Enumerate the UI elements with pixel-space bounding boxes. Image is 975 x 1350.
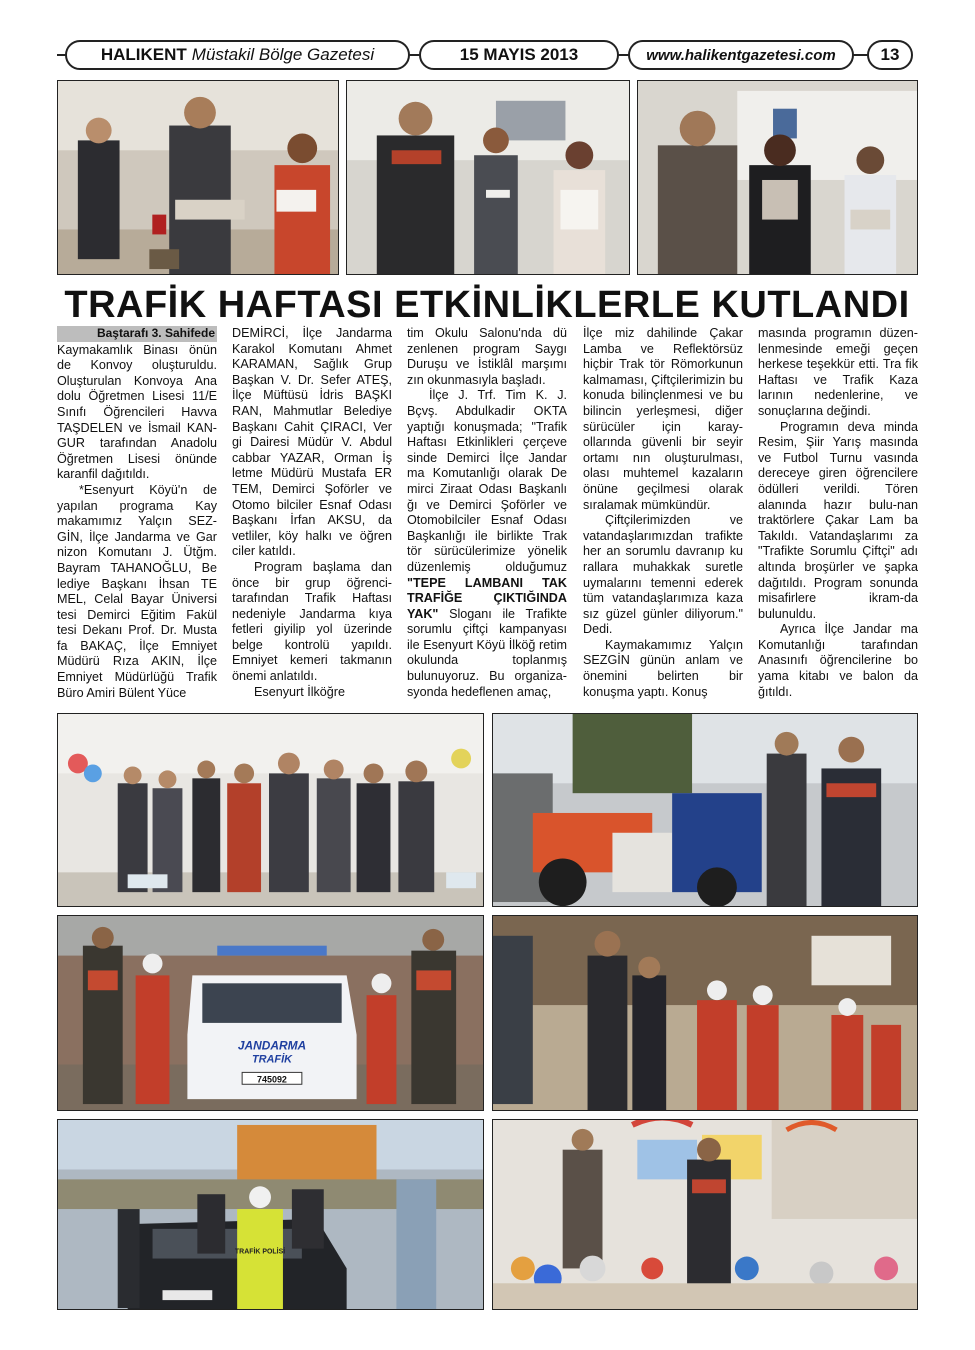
page-number: 13 bbox=[867, 40, 913, 70]
newspaper-name bbox=[65, 40, 410, 70]
article-column-1 bbox=[57, 326, 217, 701]
website-link[interactable]: www.halikentgazetesi.com bbox=[628, 40, 854, 70]
paragraph: *Esenyurt Köyü'n de yapılan programa Kay makamımız Yalçın SEZ-GİN, İlçe Jandarma ve Gar nizon Komutanı J. Ütğm. Bayram TAHANOĞLU, Be lediye Başkanı İhsan TE MEL, Celal Bayar Üniversi tesi Demirci Eğitim Fakül tesi Dekanı Prof. Dr. Musta fa BAKAÇ, İlçe Emniyet Müdürü Rıza AKIN, İlçe Emniyet Müdürlüğü Trafik Büro Amiri Bülent Yüce bbox=[57, 482, 217, 700]
paragraph: İlçe miz dahilinde Çakar Lamba ve Reflektörsüz hiçbir Trak tör Römorkunun kalmaması, Çiftçilerimizin bu konuda bilinçlenmesi ve bu bilincin yerleşmesi, diğer sürücüler için karay-ollarında güvenli bir seyir ortamı nın oluşturulması, olası muhtemel kazaların önüne geçilmesi olarak sıralamak mümkündür. bbox=[583, 326, 743, 512]
car-door-text: JANDARMA bbox=[237, 1038, 307, 1053]
photo-tractors bbox=[492, 713, 918, 907]
car-door-text-2: TRAFİK bbox=[251, 1053, 293, 1066]
paragraph: Programın deva minda Resim, Şiir Yarış masında ve Futbol Turnu vasında dereceye giren öğrencilere ödülleri verildi. Tören alanında hazır bulu-nan traktörlere Çakar Lam ba Takıldı. Vatandaşlarımı za "Trafikte Sorumlu Çiftçi" adı altında broşürler ve şapka dağıtıldı. Program sonunda misafirlere ikram-da bulunuldu. bbox=[758, 419, 918, 621]
photo-kaymakam-children bbox=[492, 915, 918, 1111]
article-column-5 bbox=[758, 326, 918, 700]
paragraph: Çiftçilerimizden ve vatandaşlarımızdan trafikte her an sorumlu davranıp ku rallara muhakkak suretle uymalarını temenni ederek tüm vatandaşlarımıza kaza sız güzel günler diliyorum." Dedi. bbox=[583, 513, 743, 637]
paragraph: Kaymakamımız Yalçın SEZGİN günün anlam ve önemini belirten bir konuşma yaptı. Konuş bbox=[583, 637, 743, 699]
page-header bbox=[57, 40, 917, 76]
photo-award-ceremony-2 bbox=[346, 80, 630, 275]
paragraph: DEMİRCİ, İlçe Jandarma Karakol Komutanı Ahmet KARAMAN, Sağlık Grup Başkan V. Dr. Sefer ATEŞ, İlçe Müftüsü İdris BAŞKI RAN, Mahmutlar Belediye Başkanı Cahit ÇIRACI, Ver gi Dairesi Müdür V. Abdul cabbar YAZAR, Orman İş letme Müdürü Mustafa ER TEM, Demirci Şoförler ve Otomo bilciler Esnaf Odası Başkanı İrfan AKSU, da vetliler, köy halkı ve öğren ciler katıldı. bbox=[232, 326, 392, 559]
photo-jandarma-car bbox=[57, 915, 484, 1111]
continued-from-banner: Baştarafı 3. Sahifede bbox=[57, 326, 217, 342]
photo-kindergarten-balloons bbox=[492, 1119, 918, 1310]
paper-subtitle: Müstakil Bölge Gazetesi bbox=[191, 45, 375, 64]
paper-name: HALIKENT bbox=[100, 45, 187, 64]
paragraph: Ayrıca İlçe Jandar ma Komutanlığı tarafından Anasınıfı öğrencilerine bo yama kitabı ve balon da ğıtıldı. bbox=[758, 622, 918, 699]
issue-date: 15 MAYIS 2013 bbox=[419, 40, 619, 70]
article-column-3 bbox=[407, 326, 567, 700]
article-column-4 bbox=[583, 326, 743, 700]
photo-award-ceremony-3 bbox=[637, 80, 918, 275]
photo-officials-standing bbox=[57, 713, 484, 907]
paragraph: Program başlama dan önce bir grup öğrenci-tarafından Trafik Haftası nedeniyle Jandarma kıya fetleri giyilip yol üzerinde belge kontrolü yapıldı. Emniyet kemeri takmanın önemi anlatıldı. bbox=[232, 559, 392, 684]
paragraph: Esenyurt İlköğre bbox=[254, 684, 345, 699]
paragraph: tim Okulu Salonu'nda dü zenlenen program Saygı Duruşu ve İstiklâl marşımı zın okunmasıyla başladı. bbox=[407, 326, 567, 387]
paragraph-text: Sloganı ile Trafikte sorumlu çiftçi kampanyası ile Esenyurt Köyü İlköğ retim okulunda toplanmış bulunuyoruz. Bu organiza-syonda hedeflenen amaç, bbox=[407, 606, 567, 699]
campaign-slogan: "TEPE LAMBANI TAK TRAFİĞE ÇIKTIĞINDA YAK" bbox=[407, 575, 567, 621]
paragraph-text: İlçe J. Trf. Tim K. J. Bçvş. Abdulkadir OKTA yaptığı konuşmada; "Trafik Haftası Etkinlikleri çerçeve sinde Demirci İlçe Jandar ma Komutanlığı olarak De mirci Ziraat Odası Başkanlı ğı ve Demirci Şoförler ve Otomobilciler Esnaf Odası Başkanlığı ile birlikte Trak tör sürücülerimize yönelik düzenlemiş olduğumuz bbox=[407, 388, 567, 574]
paragraph bbox=[407, 388, 567, 700]
vest-text: TRAFİK POLİSİ bbox=[234, 1248, 286, 1256]
paragraph: masında programın düzen-lenmesinde emeği geçen herkese teşekkür etti. Tra fik Haftası ve Trafik Kaza larının nedenlerine, ve sonuçlarına değindi. bbox=[758, 326, 918, 418]
paragraph: Kaymakamlık Binası önün de Konvoy oluşturuldu. Oluşturulan Konvoya Ana dolu Öğretmen Lisesi 11/E Sınıfı Öğrencileri Havva TAŞDELEN ve İsmail KAN-GUR tarafından Anadolu Öğretmen Lisesi önünde karanfil dağıtıldı. bbox=[57, 342, 217, 482]
photo-traffic-police bbox=[57, 1119, 484, 1310]
photo-award-ceremony-1 bbox=[57, 80, 339, 275]
article-column-2 bbox=[232, 326, 392, 700]
article-headline: TRAFİK HAFTASI ETKİNLİKLERLE KUTLANDI bbox=[64, 284, 910, 326]
license-plate: 745092 bbox=[257, 1074, 287, 1085]
